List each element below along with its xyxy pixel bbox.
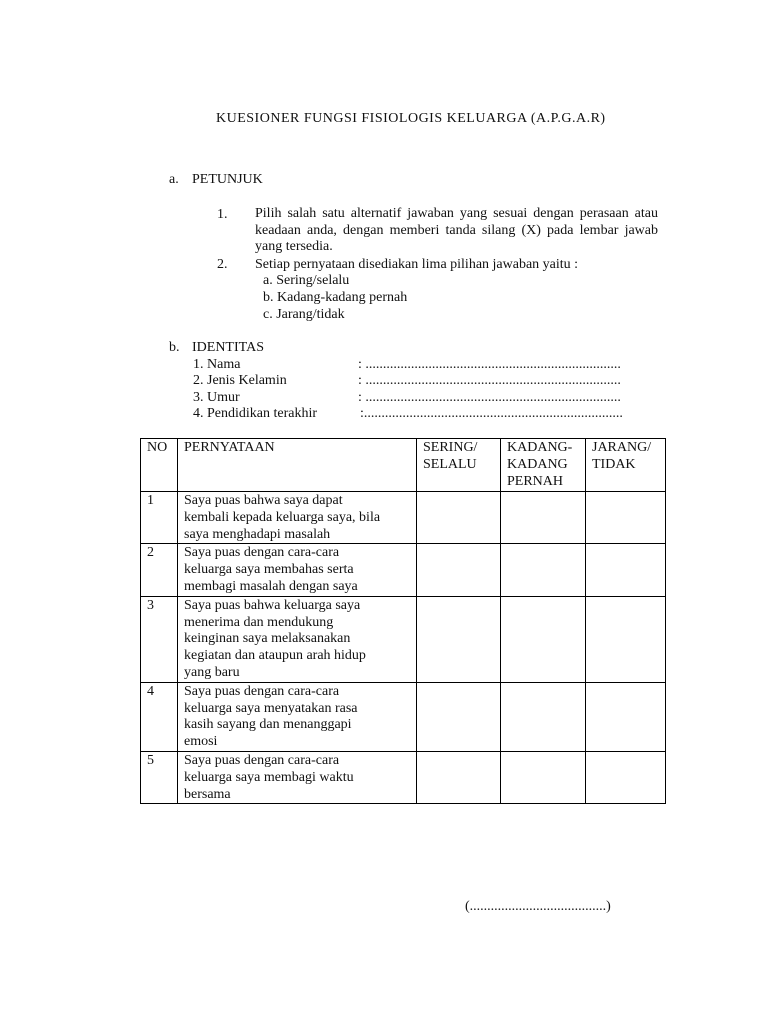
- answer-cell-sering[interactable]: [417, 596, 501, 682]
- instruction-text: Setiap pernyataan disediakan lima pilihan jawaban yaitu :: [255, 257, 579, 272]
- instruction-number: 2.: [217, 257, 228, 272]
- instruction-text: Pilih salah satu alternatif jawaban yang sesuai dengan perasaan atau keadaan anda, dengan memberi tanda silang (X) pada lembar jawab yang tersedia.: [255, 206, 658, 254]
- signature-line[interactable]: (.......................................): [465, 899, 611, 914]
- statement-cell: Saya puas bahwa keluarga saya menerima dan mendukung keinginan saya melaksanakan kegiatan dan ataupun arah hidup yang baru: [178, 596, 417, 682]
- statement-cell: Saya puas dengan cara-cara keluarga saya menyatakan rasa kasih sayang dan menanggapi emosi: [178, 682, 417, 751]
- answer-cell-kadang[interactable]: [501, 544, 586, 596]
- answer-cell-sering[interactable]: [417, 682, 501, 751]
- table-row: [141, 492, 666, 544]
- statement-cell: Saya puas dengan cara-cara keluarga saya membagi waktu bersama: [178, 751, 417, 803]
- answer-cell-kadang[interactable]: [501, 682, 586, 751]
- table-row: [141, 751, 666, 803]
- answer-cell-kadang[interactable]: [501, 596, 586, 682]
- answer-option: c. Jarang/tidak: [263, 307, 345, 322]
- answer-cell-kadang[interactable]: [501, 492, 586, 544]
- row-number: 4: [141, 682, 178, 751]
- answer-cell-jarang[interactable]: [586, 544, 666, 596]
- answer-cell-sering[interactable]: [417, 751, 501, 803]
- answer-cell-kadang[interactable]: [501, 751, 586, 803]
- field-blank-umur[interactable]: : .........................................................................: [358, 390, 621, 405]
- row-number: 1: [141, 492, 178, 544]
- section-identitas-heading: IDENTITAS: [192, 340, 264, 355]
- answer-cell-sering[interactable]: [417, 544, 501, 596]
- field-blank-nama[interactable]: : .........................................................................: [358, 357, 621, 372]
- answer-cell-sering[interactable]: [417, 492, 501, 544]
- statement-cell: Saya puas bahwa saya dapat kembali kepada keluarga saya, bila saya menghadapi masalah: [178, 492, 417, 544]
- row-number: 3: [141, 596, 178, 682]
- table-header-row: [141, 439, 666, 492]
- answer-cell-jarang[interactable]: [586, 492, 666, 544]
- header-no: NO: [141, 439, 178, 492]
- field-label-jenis-kelamin: 2. Jenis Kelamin: [193, 373, 287, 388]
- row-number: 2: [141, 544, 178, 596]
- field-blank-pendidikan[interactable]: :..........................................................................: [360, 406, 623, 421]
- header-sering: SERING/ SELALU: [417, 439, 501, 492]
- field-label-pendidikan: 4. Pendidikan terakhir: [193, 406, 318, 421]
- statement-cell: Saya puas dengan cara-cara keluarga saya membahas serta membagi masalah dengan saya: [178, 544, 417, 596]
- answer-cell-jarang[interactable]: [586, 751, 666, 803]
- section-a-marker: a.: [169, 172, 179, 187]
- table-row: [141, 596, 666, 682]
- field-label-nama: 1. Nama: [193, 357, 241, 372]
- answer-option: b. Kadang-kadang pernah: [263, 290, 408, 305]
- answer-option: a. Sering/selalu: [263, 273, 350, 288]
- answer-cell-jarang[interactable]: [586, 596, 666, 682]
- header-kadang: KADANG- KADANG PERNAH: [501, 439, 586, 492]
- table-row: [141, 682, 666, 751]
- section-petunjuk-heading: PETUNJUK: [192, 172, 263, 187]
- header-jarang: JARANG/ TIDAK: [586, 439, 666, 492]
- instruction-number: 1.: [217, 207, 228, 222]
- row-number: 5: [141, 751, 178, 803]
- questionnaire-table: [140, 438, 666, 804]
- header-pernyataan: PERNYATAAN: [178, 439, 417, 492]
- field-label-umur: 3. Umur: [193, 390, 240, 405]
- answer-cell-jarang[interactable]: [586, 682, 666, 751]
- field-blank-jenis-kelamin[interactable]: : .........................................................................: [358, 373, 621, 388]
- section-b-marker: b.: [169, 340, 180, 355]
- table-row: [141, 544, 666, 596]
- page-title: KUESIONER FUNGSI FISIOLOGIS KELUARGA (A.P.G.A.R): [216, 111, 606, 126]
